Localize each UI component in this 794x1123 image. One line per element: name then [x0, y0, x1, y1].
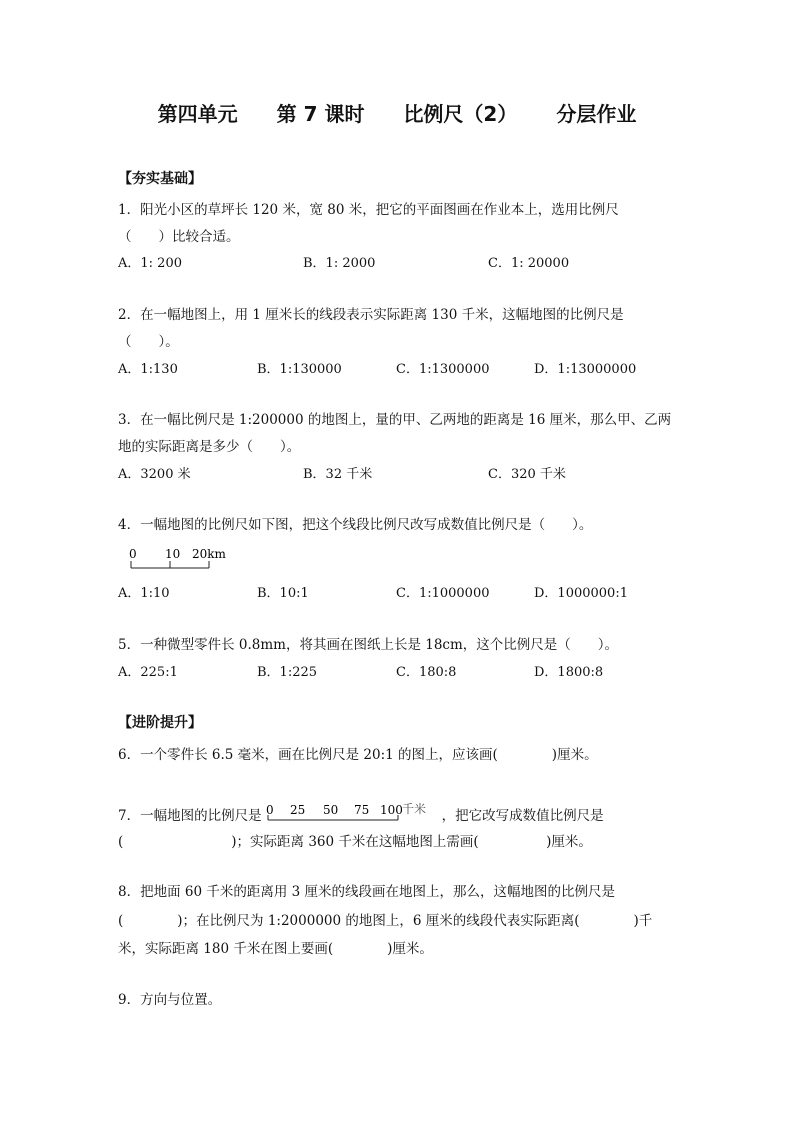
q7-scale-label-50: 50 [322, 803, 338, 817]
q2-option-c[interactable]: C．1:1300000 [396, 362, 490, 377]
q7-scale-label-25: 25 [289, 803, 305, 817]
page-title [0, 98, 794, 127]
q7-scale-label-unit: 千米 [401, 802, 426, 816]
q4-scale-label-20km: 20km [192, 547, 226, 561]
q3-text-line1: 3．在一幅比例尺是 1:200000 的地图上，量的甲、乙两地的距离是 16 厘米，那么甲、乙两 [118, 412, 672, 428]
q1-text-line1: 1．阳光小区的草坪长 120 米，宽 80 米，把它的平面图画在作业本上，选用比例尺 [118, 202, 619, 218]
q3-option-c[interactable]: C．320 千米 [488, 467, 566, 482]
q1-text-line2: （ ）比较合适。 [118, 229, 240, 245]
q4-option-a[interactable]: A．1:10 [118, 586, 170, 601]
q2-text-line1: 2．在一幅地图上，用 1 厘米长的线段表示实际距离 130 千米，这幅地图的比例尺是 [118, 307, 624, 323]
q4-option-c[interactable]: C．1:1000000 [396, 586, 490, 601]
section-advanced-heading: 【进阶提升】 [118, 715, 202, 731]
q2-option-b[interactable]: B．1:130000 [257, 362, 342, 377]
title-unit: 第四单元 [157, 102, 238, 126]
q7-prefix: 7．一幅地图的比例尺是 [118, 808, 262, 824]
q6-text-line1: 6．一个零件长 6.5 毫米，画在比例尺是 20:1 的图上，应该画( )厘米。 [118, 747, 598, 763]
q7-text-line1 [118, 802, 604, 824]
q4-scale-bar [122, 544, 242, 574]
q4-scale-label-0: 0 [129, 547, 137, 561]
q7-suffix: ，把它改写成数值比例尺是 [441, 808, 604, 824]
q7-text-line2: ( )；实际距离 360 千米在这幅地图上需画( )厘米。 [118, 834, 592, 850]
q2-option-d[interactable]: D．1:13000000 [534, 362, 637, 377]
q2-text-line2: （ ）。 [118, 334, 179, 350]
q4-scale-label-10: 10 [165, 547, 181, 561]
q7-scale-label-0: 0 [265, 803, 274, 817]
q8-text-line1: 8．把地面 60 千米的距离用 3 厘米的线段画在地图上，那么，这幅地图的比例尺是 [118, 884, 616, 900]
q5-option-d[interactable]: D．1800:8 [534, 665, 604, 680]
q5-option-c[interactable]: C．180:8 [396, 665, 457, 680]
q4-option-b[interactable]: B．10:1 [257, 586, 309, 601]
q7-scale-bar [264, 802, 440, 824]
title-type: 分层作业 [556, 102, 637, 126]
title-lesson: 第 7 课时 [276, 102, 365, 126]
q8-text-line2: ( )；在比例尺为 1:2000000 的地图上，6 厘米的线段代表实际距离( )千 [118, 913, 653, 929]
q5-text-line1: 5．一种微型零件长 0.8mm，将其画在图纸上长是 18cm，这个比例尺是（ ）。 [118, 637, 619, 653]
q3-option-a[interactable]: A．3200 米 [118, 467, 191, 482]
q8-text-line3: 米，实际距离 180 千米在图上要画( )厘米。 [118, 941, 433, 957]
q5-option-a[interactable]: A．225:1 [118, 665, 178, 680]
q3-text-line2: 地的实际距离是多少（ ）。 [118, 439, 301, 455]
q9-text-line1: 9．方向与位置。 [118, 992, 222, 1008]
q1-option-b[interactable]: B．1: 2000 [303, 256, 376, 271]
title-topic: 比例尺（2） [403, 102, 518, 126]
q3-option-b[interactable]: B．32 千米 [303, 467, 373, 482]
q7-scale-label-75: 75 [353, 803, 369, 817]
q7-scale-label-100: 100 [379, 803, 403, 817]
q1-option-a[interactable]: A．1: 200 [118, 256, 182, 271]
q2-option-a[interactable]: A．1:130 [118, 362, 178, 377]
q4-text-line1: 4．一幅地图的比例尺如下图，把这个线段比例尺改写成数值比例尺是（ ）。 [118, 517, 593, 533]
q1-option-c[interactable]: C．1: 20000 [488, 256, 570, 271]
q4-option-d[interactable]: D．1000000:1 [534, 586, 628, 601]
q5-option-b[interactable]: B．1:225 [257, 665, 318, 680]
section-basic-heading: 【夯实基础】 [118, 171, 202, 187]
